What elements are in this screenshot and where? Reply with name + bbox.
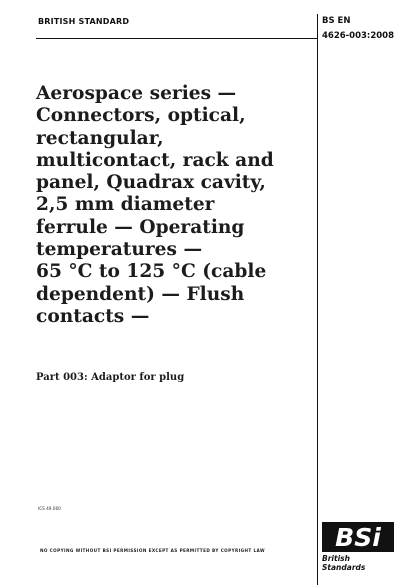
bsi-logo-mark [322, 522, 394, 552]
vertical-rule [317, 14, 318, 585]
standard-number-line2: 4626-003:2008 [322, 31, 394, 41]
document-subtitle: Part 003: Adaptor for plug [36, 372, 185, 383]
ics-code: ICS 49.060 [38, 506, 61, 511]
bsi-logo [322, 522, 394, 572]
document-title: Aerospace series — Connectors, optical, rectangular, multicontact, rack and panel, Quadrax cavity, 2,5 mm diameter ferrule — Operating temperatures — 65 °C to 125 °C (cable dependent) — Flush contacts — [36, 83, 274, 327]
standard-number [322, 14, 394, 44]
bsi-logo-text: British Standards [322, 554, 366, 572]
header-rule [36, 38, 318, 39]
copyright-notice: NO COPYING WITHOUT BSI PERMISSION EXCEPT AS PERMITTED BY COPYRIGHT LAW [39, 548, 266, 553]
standard-number-line1: BS EN [322, 16, 351, 26]
bsi-logo-lettering: BSi [335, 523, 381, 552]
series-label: BRITISH STANDARD [38, 17, 130, 26]
